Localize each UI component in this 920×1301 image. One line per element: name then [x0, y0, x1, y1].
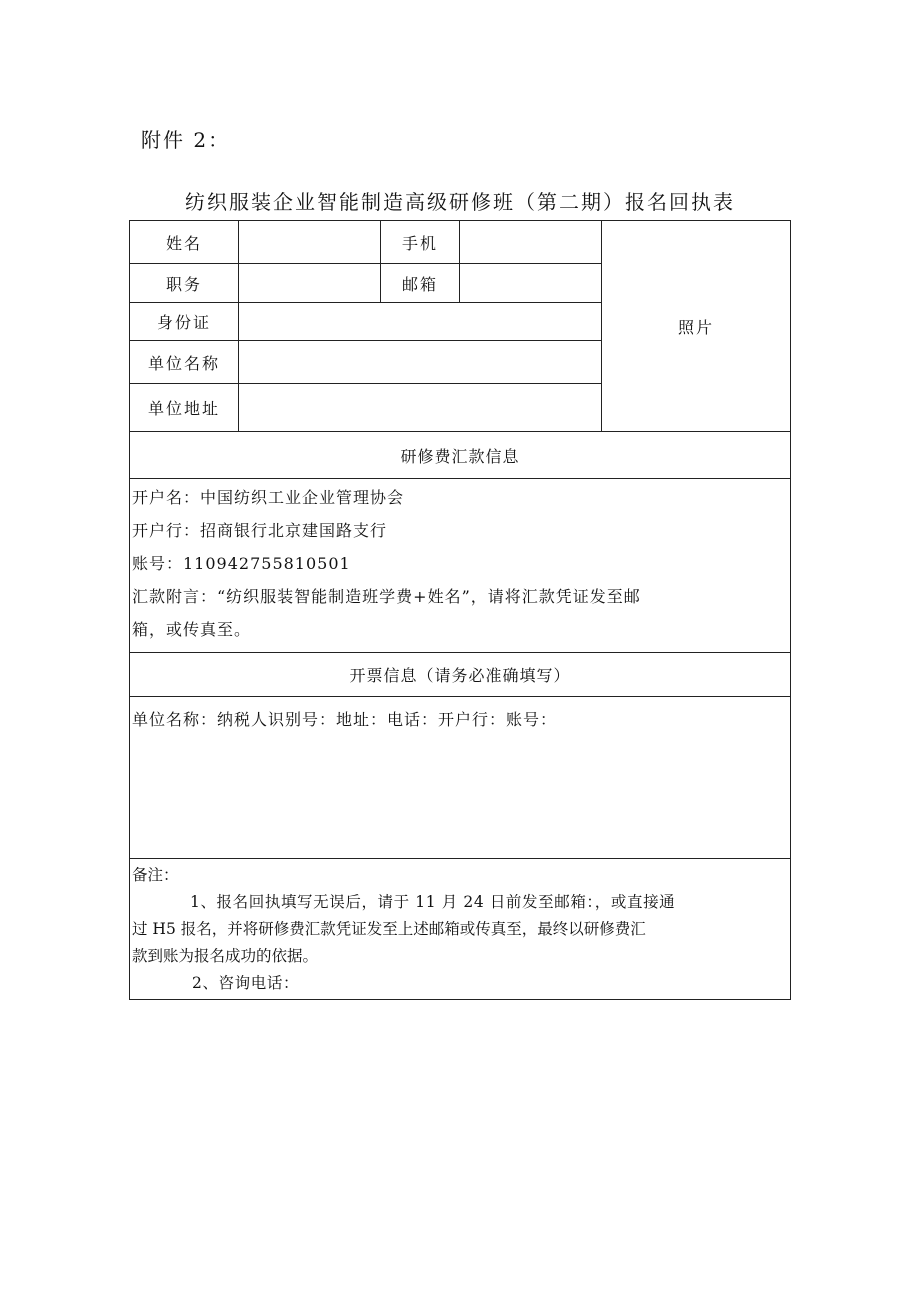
note-item-1-line2: 过 H5 报名，并将研修费汇款凭证发至上述邮箱或传真至，最终以研修费汇: [132, 920, 646, 938]
remittance-remark-line1: 汇款附言：“纺织服装智能制造班学费+姓名”，请将汇款凭证发至邮: [132, 587, 641, 606]
email-label: 邮箱: [381, 264, 460, 303]
note-item-1-line3: 款到账为报名成功的依据。: [132, 947, 319, 965]
name-field[interactable]: [239, 221, 381, 264]
position-label: 职务: [130, 264, 239, 303]
note-item-2: 2、咨询电话：: [192, 974, 300, 992]
fee-info: [130, 479, 791, 653]
email-field[interactable]: [460, 264, 602, 303]
account-name: 开户名：中国纺织工业企业管理协会: [132, 488, 405, 507]
position-field[interactable]: [239, 264, 381, 303]
notes-title: 备注：: [132, 866, 179, 884]
account-number: 账号：110942755810501: [132, 554, 351, 573]
invoice-info[interactable]: [130, 697, 791, 859]
bank-name: 开户行：招商银行北京建国路支行: [132, 521, 388, 540]
fee-header: 研修费汇款信息: [130, 432, 791, 479]
org-name-label: 单位名称: [130, 341, 239, 384]
form-title: 纺织服装企业智能制造高级研修班（第二期）报名回执表: [185, 190, 735, 214]
photo-label: 照片: [677, 317, 714, 337]
note-item-1-line1: 1、报名回执填写无误后，请于 11 月 24 日前发至邮箱：，或直接通: [190, 893, 676, 911]
photo-box[interactable]: [602, 221, 791, 432]
org-name-field[interactable]: [239, 341, 602, 384]
org-address-label: 单位地址: [130, 384, 239, 432]
invoice-fields: 单位名称：纳税人识别号：地址：电话：开户行：账号：: [132, 710, 558, 729]
invoice-header: 开票信息（请务必准确填写）: [130, 653, 791, 697]
org-address-field[interactable]: [239, 384, 602, 432]
phone-field[interactable]: [460, 221, 602, 264]
name-label: 姓名: [130, 221, 239, 264]
remittance-remark-line2: 箱，或传真至。: [132, 620, 252, 639]
id-field[interactable]: [239, 303, 602, 341]
attachment-label: 附件 2：: [141, 128, 231, 152]
phone-label: 手机: [381, 221, 460, 264]
registration-form: [129, 220, 791, 1000]
notes: [130, 859, 791, 1000]
id-label: 身份证: [130, 303, 239, 341]
